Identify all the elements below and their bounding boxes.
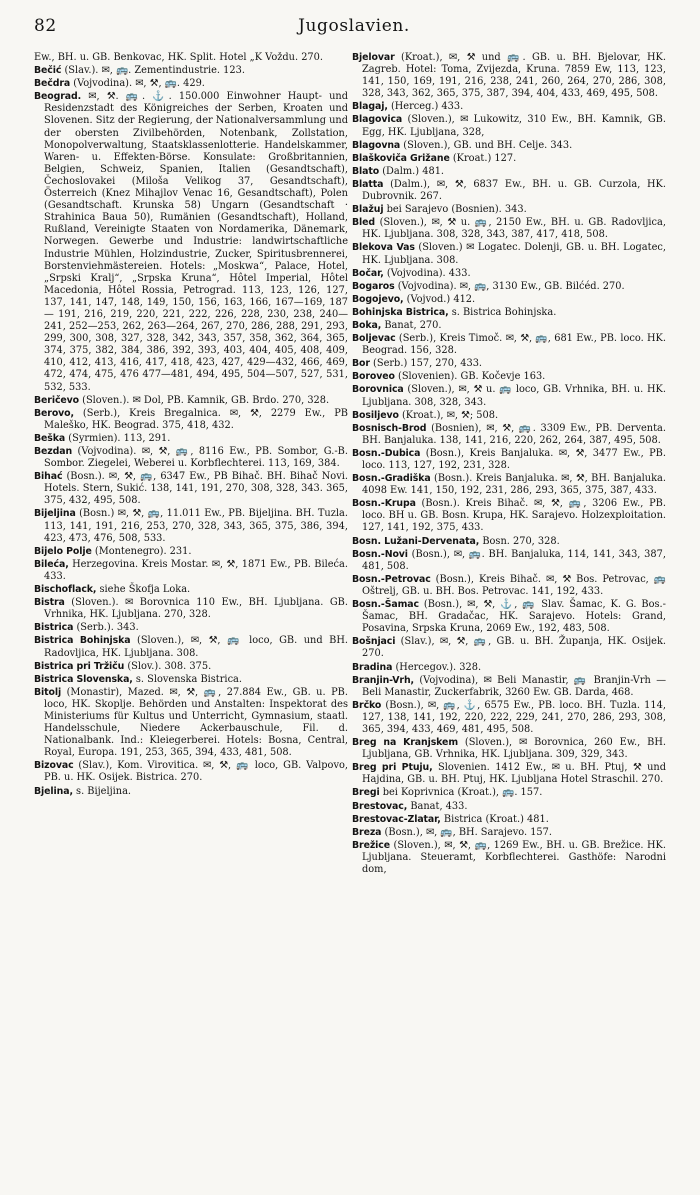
place-entry — [34, 597, 348, 621]
place-name: Bijelo Polje — [34, 545, 92, 557]
place-details: (Vojvodina). 433. — [386, 267, 471, 279]
place-name: Brežice — [352, 839, 391, 851]
running-title: Jugoslavien. — [298, 16, 410, 36]
place-entry — [352, 840, 666, 876]
place-entry — [352, 281, 666, 293]
place-entry — [34, 635, 348, 659]
place-details: (Herceg.) 433. — [390, 101, 464, 113]
place-details: (Monastir), Mazed. ✉, ⚒, 🚌, 27.884 Ew., GB. u. PB. loco, HK. Skoplje. Behörden und Anstalten: Inspektorat des Ministeriums für Kultus und Unterricht, Gymnasium, staatl. Handelsschule, Niedere Ackerbauschule, Fil. d. Nationalbank. Ind.: Kleiegerberei. Hotels: Bosna, Central, Royal, Europa. 191, 253, 365, 394, 433, 481, 508. — [44, 686, 348, 759]
place-name: Bečdra — [34, 78, 71, 90]
place-entry — [352, 423, 666, 447]
place-details: (Slav.), ✉, ⚒, 🚌, GB. u. BH. Županja, HK. Osijek. 270. — [362, 636, 666, 660]
place-entry — [352, 268, 666, 280]
place-details: siehe Škofja Loka. — [99, 584, 191, 596]
place-name: Bileća, — [34, 558, 69, 570]
place-entry — [34, 446, 348, 470]
place-details: (Kroat.), ✉, ⚒ und 🚌. GB. u. BH. Bjelovar, HK. Zagreb. Hotel: Toma, Zvijezda, Kruna. 7859 Ew, 113, 123, 141, 150, 169, 191, 216, 238, 241, 260, 264, 270, 286, 308, 328, 343, 362, 365, 375, 387, 394, 404, 433, 469, 495, 508. — [362, 52, 666, 100]
left-column — [34, 52, 348, 1187]
place-entry — [352, 333, 666, 357]
place-details: bei Sarajevo (Bosnien). 343. — [386, 204, 527, 216]
place-details: (Bosn.). ✉, ⚒, 🚌, 6347 Ew., PB Bihač. BH. Bihač Novi. Hotels. Stern, Sukić. 138, 141, 191, 270, 308, 328, 343. 365, 375, 432, 495, 508. — [44, 471, 348, 507]
place-name: Bosn.-Krupa — [352, 498, 416, 510]
place-name: Bosn. Lužani-Dervenata, — [352, 535, 480, 547]
place-name: Brčko — [352, 699, 382, 711]
place-entry — [352, 242, 666, 266]
place-name: Bečić — [34, 65, 62, 77]
place-entry — [352, 52, 666, 100]
place-entry — [352, 574, 666, 598]
place-name: Breza — [352, 826, 382, 838]
place-details: (Sloven.). ✉ Borovnica 110 Ew., BH. Ljubljana. GB. Vrhnika, HK. Ljubljana. 270, 328. — [44, 597, 348, 621]
place-entry — [34, 622, 348, 634]
place-entry — [34, 661, 348, 673]
place-name: Bijeljina — [34, 508, 76, 520]
place-details: Slovenien. 1412 Ew., ✉ u. BH. Ptuj, ⚒ und Hajdina, GB. u. BH. Ptuj, HK. Ljubljana Hotel Straschil. 270. — [362, 762, 666, 786]
place-name: Bogojevo, — [352, 293, 404, 305]
place-name: Boka, — [352, 319, 382, 331]
place-entry — [352, 498, 666, 534]
place-details: ✉, ⚒. 🚌. ⚓. 150.000 Einwohner Haupt- und Residenzstadt des Königreiches der Serben, Kroaten und Slovenen. Sitz der Regierung, der Nationalversammlung und der obersten Zivilbehörden, Notenbank, Zollstation, Monopolverwaltung, Staatsklassenlotterie. Handelskammer, Waren- u. Effekten-Börse. Konsulate: Großbritannien, Belgien, Schweiz, Spanien, Italien (Gesandtschaft), Čechoslovakei (Miloša Velikog 37, Gesandtschaft), Österreich (Knez Mihajlov Venac 16, Gesandtschaft), Polen (Gesandtschaft. Krunska 58) Ungarn (Gesandtschaft · Strahinica Baua 50), Rumänien (Gesandtschaft), Holland, Rußland, Vereinigte Staaten von Nordamerika, Dänemark, Norwegen. Gewerbe und Industrie: landwirtschaftliche Industrie Mühlen, Holzindustrie, Zucker, Spiritusbrennerei, Borstenviehmästereien. Hotels: „Moskwa“, Palace, Hotel, „Srpski Kralj“, „Srpska Kruna“, Hôtel Imperial, Hôtel Macedonia, Hôtel Rossia, Petrograd. 113, 123, 126, 127, 137, 141, 147, 148, 149, 150, 156, 163, 166, 167—169, 187— 191, 216, 219, 220, 221, 222, 226, 228, 230, 238, 240—241, 252—253, 262, 263—264, 267, 270, 286, 288, 291, 293, 299, 300, 308, 327, 328, 342, 343, 357, 358, 362, 364, 365, 374, 375, 382, 384, 386, 392, 393, 403, 404, 405, 408, 409, 410, 412, 413, 416, 417, 418, 423, 427, 429—432, 466, 469, 472, 474, 475, 476 477—481, 494, 495, 504—507, 527, 531, 532, 533. — [44, 91, 348, 393]
place-entry — [352, 737, 666, 761]
place-name: Bor — [352, 358, 370, 370]
place-name: Blatta — [352, 178, 384, 190]
place-name: Boroveo — [352, 371, 395, 383]
place-details: (Sloven.), GB. und BH. Celje. 343. — [403, 139, 573, 151]
place-name: Brestovac, — [352, 800, 408, 812]
place-details: (Sloven.) ✉ Logatec. Dolenji, GB. u. BH. Logatec, HK. Ljubljana. 308. — [362, 242, 666, 266]
place-details: (Kroat.) 127. — [452, 152, 517, 164]
place-name: Blagaj, — [352, 101, 388, 113]
place-details: (Bosnien), ✉, ⚒, 🚌. 3309 Ew., PB. Derventa. BH. Banjaluka. 138, 141, 216, 220, 262, 264, 387, 495, 508. — [362, 422, 666, 446]
place-name: Breg pri Ptuju, — [352, 762, 433, 774]
place-details: (Vojvodina). ✉, 🚌, 3130 Ew., GB. Bilćéd. 270. — [397, 280, 625, 292]
place-entry — [352, 536, 666, 548]
place-entry — [34, 674, 348, 686]
place-entry — [352, 384, 666, 408]
place-details: (Bosn.), ✉, 🚌. BH. Banjaluka, 114, 141, 343, 387, 481, 508. — [362, 548, 666, 572]
place-name: Bosn.-Gradiška — [352, 473, 431, 485]
place-entry — [352, 294, 666, 306]
place-details: (Serb.). 343. — [76, 622, 139, 634]
place-details: s. Slovenska Bistrica. — [135, 673, 243, 685]
place-entry — [352, 814, 666, 826]
place-name: Bosiljevo — [352, 409, 399, 421]
place-entry — [352, 358, 666, 370]
place-details: (Bosn.), ✉, ⚒, ⚓, 🚌 Slav. Šamac, K. G. Bos.-Šamac, BH. Gradačac, HK. Sarajevo. Hotels: Grand, Posavina, Srpska Kruna, 2069 Ew., 192, 483, 508. — [362, 599, 666, 635]
place-name: Bihać — [34, 471, 63, 483]
place-details: (Sloven.). ✉ Dol, PB. Kamnik, GB. Brdo. 270, 328. — [82, 394, 330, 406]
place-name: Bošnjaci — [352, 636, 396, 648]
place-details: Herzegovina. Kreis Mostar. ✉, ⚒, 1871 Ew., PB. Bileća. 433. — [44, 558, 348, 582]
place-name: Bosn.-Novi — [352, 548, 408, 560]
place-name: Bistra — [34, 597, 65, 609]
place-details: Banat, 433. — [410, 800, 468, 812]
place-details: Bistrica (Kroat.) 481. — [443, 813, 549, 825]
place-details: (Bosn.), ✉, 🚌, ⚓, 6575 Ew., PB. loco. BH. Tuzla. 114, 127, 138, 141, 192, 220, 222, 229, 241, 270, 286, 293, 308, 365, 394, 433, 469, 481, 495, 508. — [362, 699, 666, 735]
place-entry — [352, 762, 666, 786]
place-name: Berovo, — [34, 407, 74, 419]
place-name: Blažuj — [352, 204, 384, 216]
place-name: Bosn.-Petrovac — [352, 573, 431, 585]
place-name: Beričevo — [34, 394, 80, 406]
place-details: Bosn. 270, 328. — [482, 535, 560, 547]
place-details: (Slav.), Kom. Virovitica. ✉, ⚒, 🚌 loco, GB. Valpovo, PB. u. HK. Osijek. Bistrica. 270. — [44, 760, 348, 784]
place-name: Bosnisch-Brod — [352, 422, 427, 434]
place-details: (Bosn.). Kreis Bihač. ✉, ⚒, 🚌, 3206 Ew., PB. loco. BH u. GB. Bosn. Krupa, HK. Sarajevo. Holzexploitation. 127, 141, 192, 375, 433. — [362, 498, 666, 534]
place-entry — [352, 801, 666, 813]
place-entry — [352, 599, 666, 635]
place-name: Boljevac — [352, 333, 396, 345]
place-details: (Dalm.), ✉, ⚒, 6837 Ew., BH. u. GB. Curzola, HK. Dubrovnik. 267. — [362, 178, 666, 203]
place-entry — [352, 140, 666, 152]
place-details: (Sloven.), ✉, ⚒ u. 🚌 loco, GB. Vrhnika, BH. u. HK. Ljubljana. 308, 328, 343. — [362, 384, 666, 408]
place-name: Bosn.-Šamac — [352, 599, 419, 611]
place-name: Bistrica Bohinjska — [34, 635, 131, 647]
place-entry — [352, 320, 666, 332]
place-details: (Sloven.), ✉, ⚒, 🚌 loco, GB. und BH. Radovljica, HK. Ljubljana. 308. — [44, 635, 348, 659]
place-name: Bitolj — [34, 686, 62, 698]
place-details: (Vojvod.) 412. — [406, 293, 476, 305]
place-entry — [352, 371, 666, 383]
place-entry — [352, 700, 666, 736]
place-details: (Hercegov.). 328. — [395, 661, 482, 673]
place-details: (Slovenien). GB. Kočevje 163. — [398, 371, 546, 383]
place-name: Breg na Kranjskem — [352, 737, 458, 749]
place-name: Blato — [352, 165, 380, 177]
place-entry — [34, 433, 348, 445]
place-details: (Syrmien). 113, 291. — [68, 432, 171, 444]
place-details: (Vojvodina), ✉ Beli Manastir, 🚌 Branjin-Vrh — Beli Manastir, Zuckerfabrik, 3260 Ew. GB. Darda, 468. — [362, 674, 666, 698]
place-name: Beška — [34, 432, 66, 444]
place-details: (Sloven.), ✉, ⚒, 🚌, 1269 Ew., BH. u. GB. Brežice. HK. Ljubljana. Steueramt, Korbflechterei. Gasthöfe: Narodni dom, — [362, 839, 666, 875]
place-name: Bregi — [352, 787, 380, 799]
place-name: Branjin-Vrh, — [352, 674, 414, 686]
place-details: (Serb.), Kreis Bregalnica. ✉, ⚒, 2279 Ew., PB Maleško, HK. Beograd. 375, 418, 432. — [44, 407, 348, 431]
place-entry — [34, 471, 348, 507]
place-name: Bistrica — [34, 622, 74, 634]
place-entry — [352, 636, 666, 660]
place-entry — [34, 91, 348, 393]
place-details: (Dalm.) 481. — [382, 165, 445, 177]
place-entry — [34, 546, 348, 558]
place-name: Brestovac-Zlatar, — [352, 813, 441, 825]
place-entry — [352, 179, 666, 203]
place-details: (Bosn.), Kreis Banjaluka. ✉, ⚒, 3477 Ew., PB. loco. 113, 127, 192, 231, 328. — [362, 447, 666, 471]
place-name: Bjelina, — [34, 785, 73, 797]
place-name: Blagovna — [352, 139, 401, 151]
place-entry — [352, 787, 666, 799]
place-name: Bistrica Slovenska, — [34, 673, 133, 685]
place-entry — [34, 687, 348, 760]
place-entry — [352, 827, 666, 839]
place-name: Bosn.-Dubica — [352, 447, 421, 459]
place-details: (Sloven.), ✉, ⚒ u. 🚌, 2150 Ew., BH. u. GB. Radovljica, HK. Ljubljana. 308, 328, 343, 387, 417, 418, 508. — [362, 217, 666, 241]
place-name: Bizovac — [34, 760, 74, 772]
place-name: Bezdan — [34, 446, 73, 457]
place-entry — [352, 307, 666, 319]
place-entry — [352, 675, 666, 699]
place-entry — [34, 52, 348, 64]
place-name: Bogaros — [352, 280, 395, 292]
place-details: (Bosn.), ✉, 🚌, BH. Sarajevo. 157. — [384, 826, 553, 838]
place-details: (Bosn.), Kreis Bihač. ✉, ⚒ Bos. Petrovac, 🚌 Oštrelj, GB. u. BH. Bos. Petrovac. 141, 192, 433. — [362, 573, 666, 597]
place-entry — [34, 395, 348, 407]
place-name: Bradina — [352, 661, 393, 673]
place-details: (Vojvodina). ✉, ⚒, 🚌, 8116 Ew., PB. Sombor, G.-B. Sombor. Ziegelei, Weberei u. Korbflechterei. 113, 169, 384. — [44, 446, 348, 470]
place-name: Blekova Vas — [352, 242, 415, 254]
place-entry — [352, 549, 666, 573]
place-details: Ew., BH. u. GB. Benkovac, HK. Split. Hotel „K Voždu. 270. — [34, 52, 324, 63]
place-entry — [34, 559, 348, 583]
place-entry — [352, 662, 666, 674]
place-name: Blagovica — [352, 114, 403, 126]
place-entry — [352, 114, 666, 138]
right-column — [352, 52, 666, 1187]
place-entry — [352, 166, 666, 178]
place-entry — [352, 448, 666, 472]
place-entry — [352, 410, 666, 422]
place-details: (Vojvodina). ✉, ⚒, 🚌. 429. — [73, 78, 205, 90]
place-details: (Bosn.). Kreis Banjaluka. ✉, ⚒, BH. Banjaluka. 4098 Ew. 141, 150, 192, 231, 286, 293, 365, 375, 387, 433. — [362, 473, 666, 497]
place-details: (Serb.), Kreis Timoč. ✉, ⚒, 🚌, 681 Ew., PB. loco. HK. Beograd. 156, 328. — [362, 333, 666, 357]
place-details: (Sloven.), ✉ Lukowitz, 310 Ew., BH. Kamnik, GB. Egg, HK. Ljubljana, 328, — [362, 114, 666, 138]
place-entry — [352, 204, 666, 216]
place-details: (Slav.). ✉, 🚌. Zementindustrie. 123. — [64, 65, 245, 77]
place-name: Bočar, — [352, 267, 384, 279]
place-entry — [34, 65, 348, 77]
place-name: Blaškoviča Grižane — [352, 152, 450, 164]
place-details: (Montenegro). 231. — [94, 545, 192, 557]
place-entry — [352, 101, 666, 113]
place-entry — [34, 408, 348, 432]
place-entry — [352, 217, 666, 241]
place-entry — [34, 78, 348, 90]
place-name: Bohinjska Bistrica, — [352, 306, 449, 318]
place-entry — [34, 760, 348, 784]
place-name: Bischoflack, — [34, 584, 97, 596]
place-entry — [34, 786, 348, 798]
place-details: bei Koprivnica (Kroat.), 🚌. 157. — [382, 787, 543, 799]
place-details: (Kroat.), ✉, ⚒; 508. — [401, 409, 499, 421]
place-details: (Serb.) 157, 270, 433. — [373, 358, 483, 370]
place-details: (Slov.). 308. 375. — [127, 660, 212, 672]
place-details: Banat, 270. — [384, 319, 442, 331]
place-details: s. Bistrica Bohinjska. — [451, 306, 557, 318]
place-name: Bjelovar — [352, 52, 395, 63]
place-details: (Sloven.), ✉ Borovnica, 260 Ew., BH. Ljubljana, GB. Vrhnika, HK. Ljubljana. 309, 329, 343. — [362, 737, 666, 761]
page-number: 82 — [34, 16, 57, 36]
place-details: s. Bijeljina. — [76, 785, 132, 797]
place-entry — [34, 584, 348, 596]
place-name: Bled — [352, 217, 376, 229]
place-entry — [34, 508, 348, 544]
place-name: Bistrica pri Tržiču — [34, 660, 125, 672]
place-name: Borovnica — [352, 384, 404, 396]
place-details: (Bosn.) ✉, ⚒, 🚌, 11.011 Ew., PB. Bijeljina. BH. Tuzla. 113, 141, 191, 216, 253, 270, 328, 343, 365, 375, 386, 394, 423, 473, 476, 508, 533. — [44, 508, 348, 544]
place-entry — [352, 153, 666, 165]
page-header — [34, 10, 674, 44]
place-entry — [352, 473, 666, 497]
place-name: Beograd. — [34, 91, 82, 103]
